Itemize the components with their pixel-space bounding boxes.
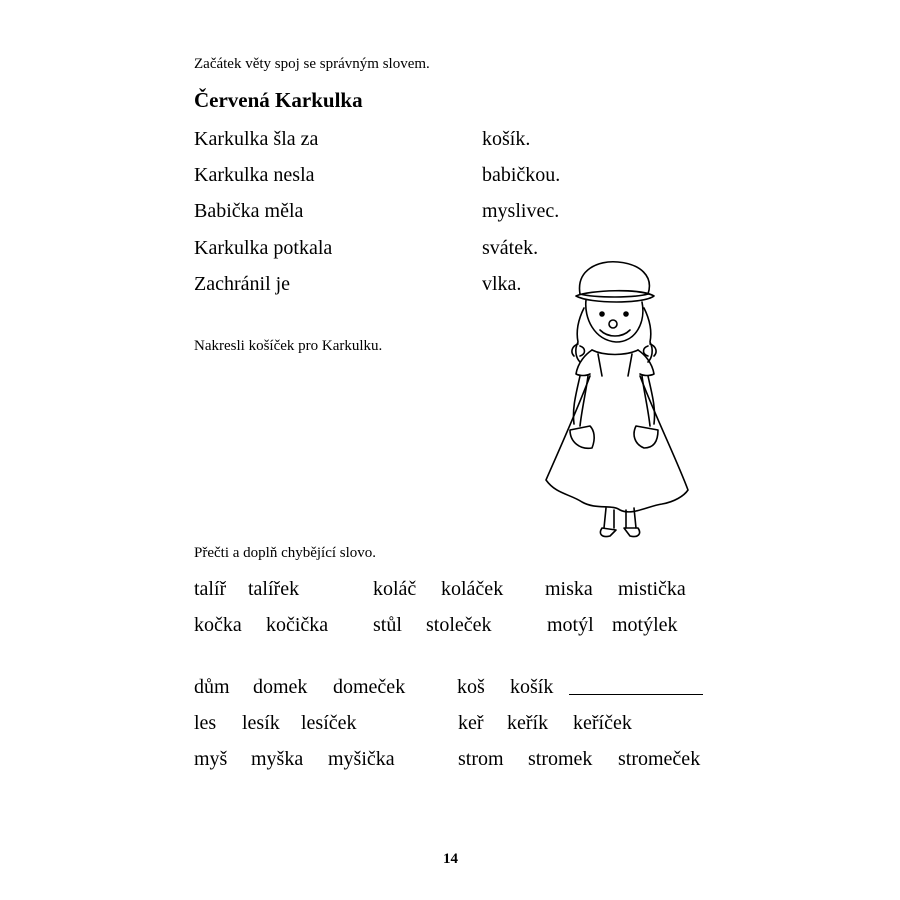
sentence-end: svátek. [482, 237, 539, 259]
word: les [194, 712, 217, 734]
word: stromeček [618, 748, 701, 770]
word: kočička [266, 614, 329, 636]
word: talíř [194, 578, 227, 600]
word: dům [194, 676, 230, 698]
word: mistička [618, 578, 686, 600]
instruction-draw: Nakresli košíček pro Karkulku. [194, 338, 383, 354]
word: motýlek [612, 614, 678, 636]
word: stůl [373, 614, 402, 636]
sentence-start: Karkulka potkala [194, 237, 333, 259]
fill-in-blank[interactable] [569, 676, 703, 700]
word: myš [194, 748, 228, 770]
word: keřík [507, 712, 549, 734]
word: domek [253, 676, 308, 698]
word: koláč [373, 578, 417, 600]
instruction-match: Začátek věty spoj se správným slovem. [194, 56, 430, 72]
word: lesíček [301, 712, 357, 734]
word: strom [458, 748, 504, 770]
word: koš [457, 676, 485, 698]
sentence-start: Zachránil je [194, 273, 291, 295]
sentence-start: Karkulka nesla [194, 164, 315, 186]
sentence-start: Babička měla [194, 200, 304, 222]
word: lesík [242, 712, 280, 734]
word: myška [251, 748, 304, 770]
word: stoleček [426, 614, 492, 636]
girl-illustration-image [540, 258, 690, 540]
word: motýl [547, 614, 594, 636]
word: keříček [573, 712, 632, 734]
sentence-end: vlka. [482, 273, 522, 295]
word: talířek [248, 578, 300, 600]
instruction-fill: Přečti a doplň chybějící slovo. [194, 545, 377, 561]
sentence-end: košík. [482, 128, 531, 150]
sentence-start: Karkulka šla za [194, 128, 319, 150]
word: kočka [194, 614, 242, 636]
word: košík [510, 676, 554, 698]
word: stromek [528, 748, 593, 770]
word: miska [545, 578, 593, 600]
blank-line[interactable] [569, 676, 703, 695]
page-title: Červená Karkulka [194, 88, 363, 112]
word: myšička [328, 748, 395, 770]
sentence-end: myslivec. [482, 200, 560, 222]
word: koláček [441, 578, 504, 600]
sentence-end: babičkou. [482, 164, 561, 186]
word: domeček [333, 676, 406, 698]
page-number: 14 [443, 851, 458, 867]
word: keř [458, 712, 484, 734]
